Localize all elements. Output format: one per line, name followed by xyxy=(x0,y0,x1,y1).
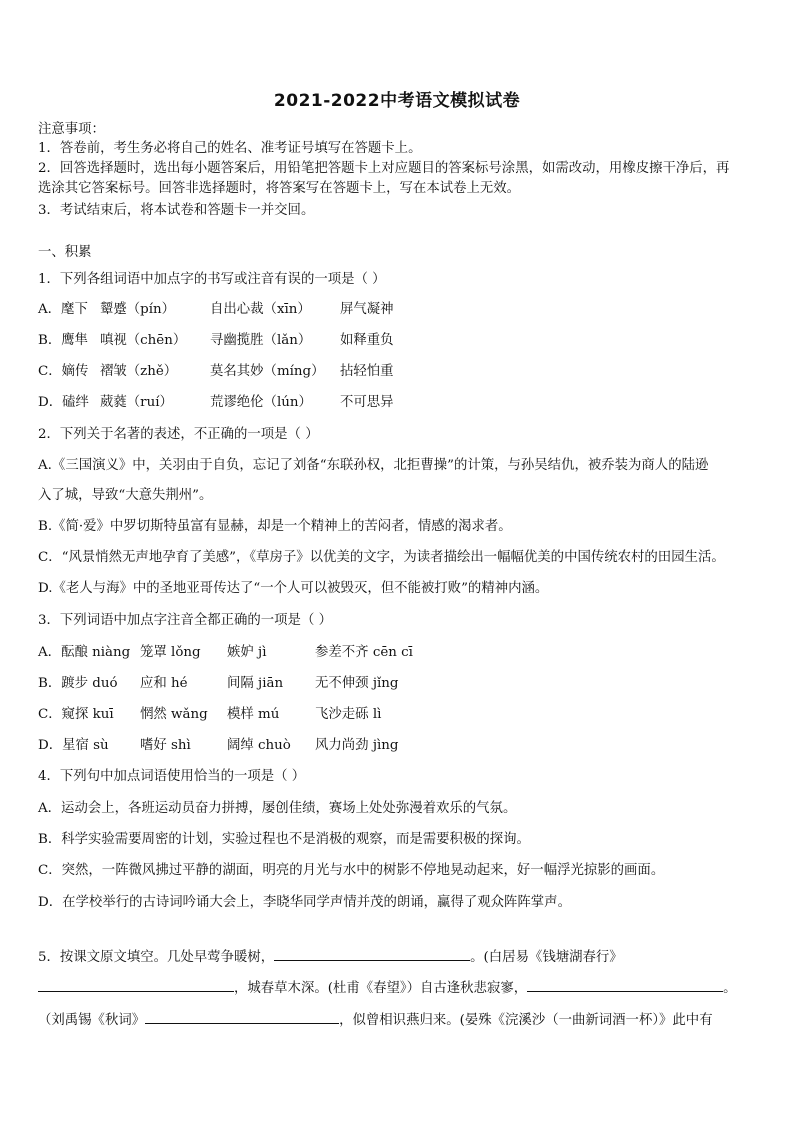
option-word: D．星宿 sù xyxy=(38,738,109,753)
question-5-text: ，城春草木深。(杜甫《春望》）自古逢秋悲寂寥， xyxy=(234,981,528,996)
option-word: 飞沙走砾 lì xyxy=(315,707,382,722)
option-word: 如释重负 xyxy=(340,333,394,348)
question-4-stem: 4．下列句中加点词语使用恰当的一项是（ ） xyxy=(38,769,306,784)
option-word: 褶皱（zhě） xyxy=(100,364,178,379)
question-2-option-b: B.《简·爱》中罗切斯特虽富有显赫，却是一个精神上的苦闷者，情感的渴求者。 xyxy=(38,519,512,534)
option-word: 惘然 wǎng xyxy=(140,707,208,722)
option-word: 嫉妒 jì xyxy=(227,645,267,660)
option-word: 模样 mú xyxy=(227,707,280,722)
question-2-option-c: C．“风景悄然无声地孕育了美感”，《草房子》以优美的文字，为读者描绘出一幅幅优美的中国传统农村的田园生活。 xyxy=(38,550,725,565)
question-3-stem: 3．下列词语中加点字注音全都正确的一项是（ ） xyxy=(38,613,332,628)
answer-blank[interactable] xyxy=(38,977,234,992)
answer-blank[interactable] xyxy=(145,1009,339,1024)
answer-blank[interactable] xyxy=(527,977,723,992)
page-title: 2021-2022中考语文模拟试卷 xyxy=(273,91,521,111)
notice-item: 1．答卷前，考生务必将自己的姓名、准考证号填写在答题卡上。 xyxy=(38,141,422,156)
option-word: 嗔视（chēn） xyxy=(100,333,187,348)
option-word: 嗜好 shì xyxy=(140,738,191,753)
notice-item: 3．考试结束后，将本试卷和答题卡一并交回。 xyxy=(38,203,315,218)
question-4-option-d: D．在学校举行的古诗词吟诵大会上，李晓华同学声情并茂的朗诵，赢得了观众阵阵掌声。 xyxy=(38,895,571,910)
question-2-option-d: D.《老人与海》中的圣地亚哥传达了“一个人可以被毁灭，但不能被打败”的精神内涵。 xyxy=(38,581,549,596)
question-1-option-a xyxy=(38,301,394,319)
question-5-line-2 xyxy=(38,977,737,998)
question-4-option-b: B．科学实验需要周密的计划，实验过程也不是消极的观察，而是需要积极的探询。 xyxy=(38,832,530,847)
question-5-text: ，似曾相识燕归来。(晏殊《浣溪沙（一曲新词酒一杯）》此中有 xyxy=(339,1013,713,1028)
notice-item: 2．回答选择题时，选出每小题答案后，用铅笔把答题卡上对应题目的答案标号涂黑，如需改动，用橡皮擦干净后，再 xyxy=(38,161,730,176)
question-3-option-c xyxy=(38,706,381,724)
question-1-option-d xyxy=(38,394,394,412)
question-5-text: 。 xyxy=(723,981,737,996)
option-word: A．麾下 xyxy=(38,302,88,317)
question-4-option-a: A．运动会上，各班运动员奋力拼搏，屡创佳绩，赛场上处处弥漫着欢乐的气氛。 xyxy=(38,801,517,816)
notice-item: 选涂其它答案标号。回答非选择题时，将答案写在答题卡上，写在本试卷上无效。 xyxy=(38,181,521,196)
question-4-option-c: C．突然，一阵微风拂过平静的湖面，明亮的月光与水中的树影不停地晃动起来，好一幅浮光掠影的画面。 xyxy=(38,863,665,878)
question-2-option-a: A.《三国演义》中，关羽由于自负，忘记了刘备“东联孙权，北拒曹操”的计策，与孙吴结仇，被乔装为商人的陆逊 xyxy=(38,458,709,473)
option-word: 莫名其妙（míng） xyxy=(210,364,325,379)
question-2-option-a-cont: 入了城，导致“大意失荆州”。 xyxy=(38,488,213,503)
option-word: 应和 hé xyxy=(140,676,188,691)
option-word: 不可思异 xyxy=(340,395,394,410)
question-5-text: 5．按课文原文填空。几处早莺争暖树， xyxy=(38,950,275,965)
option-word: 拈轻怕重 xyxy=(340,364,394,379)
option-word: 阔绰 chuò xyxy=(227,738,291,753)
question-3-option-b xyxy=(38,675,398,693)
notice-heading: 注意事项： xyxy=(38,122,105,137)
question-1-stem: 1．下列各组词语中加点字的书写或注音有误的一项是（ ） xyxy=(38,272,386,287)
question-5-line-1 xyxy=(38,946,623,967)
option-word: 间隔 jiān xyxy=(227,676,284,691)
question-5-text: 。(白居易《钱塘湖春行》 xyxy=(470,950,623,965)
option-word: B．鹰隼 xyxy=(38,333,89,348)
option-word: 屏气凝神 xyxy=(340,302,394,317)
option-word: 风力尚劲 jìng xyxy=(315,738,399,753)
option-word: B．踱步 duó xyxy=(38,676,118,691)
question-5-text: （刘禹锡《秋词》 xyxy=(38,1013,146,1028)
option-word: 颦蹙（pín） xyxy=(100,302,176,317)
section-heading: 一、积累 xyxy=(38,245,92,260)
option-word: 寻幽揽胜（lǎn） xyxy=(210,333,312,348)
option-word: 笼罩 lǒng xyxy=(140,645,201,660)
answer-blank[interactable] xyxy=(274,946,470,961)
option-word: 自出心裁（xīn） xyxy=(210,302,311,317)
option-word: D．磕绊 xyxy=(38,395,89,410)
option-word: 荒谬绝伦（lún） xyxy=(210,395,312,410)
question-3-option-d xyxy=(38,737,398,755)
option-word: C．嫡传 xyxy=(38,364,89,379)
question-2-stem: 2．下列关于名著的表述，不正确的一项是（ ） xyxy=(38,427,319,442)
option-word: C．窥探 kuī xyxy=(38,707,114,722)
option-word: 参差不齐 cēn cī xyxy=(315,645,413,660)
question-3-option-a xyxy=(38,644,413,662)
option-word: A．酝酿 niàng xyxy=(38,645,131,660)
question-5-line-3 xyxy=(38,1009,713,1030)
question-1-option-b xyxy=(38,332,394,350)
question-1-option-c xyxy=(38,363,394,381)
option-word: 无不伸颈 jǐng xyxy=(315,676,399,691)
option-word: 葳蕤（ruí） xyxy=(100,395,173,410)
